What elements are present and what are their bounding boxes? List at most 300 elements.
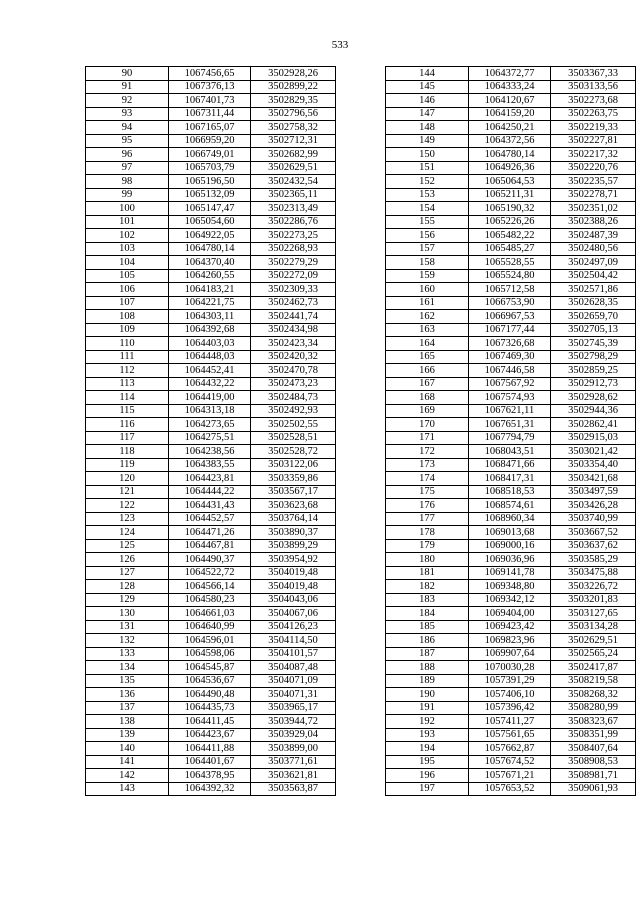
y-coordinate-cell: 3502480,56 <box>551 242 636 256</box>
point-number-cell: 142 <box>86 769 169 783</box>
y-coordinate-cell: 3502862,41 <box>551 418 636 432</box>
x-coordinate-cell: 1065132,09 <box>169 188 251 202</box>
x-coordinate-cell: 1064452,41 <box>169 364 251 378</box>
point-number-cell: 112 <box>86 364 169 378</box>
table-row <box>86 499 336 513</box>
y-coordinate-cell: 3502309,33 <box>251 283 336 297</box>
point-number-cell: 154 <box>386 202 469 216</box>
x-coordinate-cell: 1067401,73 <box>169 94 251 108</box>
table-row <box>386 269 636 283</box>
x-coordinate-cell: 1068043,51 <box>469 445 551 459</box>
x-coordinate-cell: 1064419,00 <box>169 391 251 405</box>
y-coordinate-cell: 3502217,32 <box>551 148 636 162</box>
y-coordinate-cell: 3502859,25 <box>551 364 636 378</box>
point-number-cell: 152 <box>386 175 469 189</box>
table-row <box>86 377 336 391</box>
point-number-cell: 130 <box>86 607 169 621</box>
table-row <box>386 418 636 432</box>
point-number-cell: 99 <box>86 188 169 202</box>
point-number-cell: 121 <box>86 485 169 499</box>
y-coordinate-cell: 3508268,32 <box>551 688 636 702</box>
x-coordinate-cell: 1064313,18 <box>169 404 251 418</box>
y-coordinate-cell: 3502798,29 <box>551 350 636 364</box>
x-coordinate-cell: 1069423,42 <box>469 620 551 634</box>
table-row <box>386 782 636 796</box>
x-coordinate-cell: 1064471,26 <box>169 526 251 540</box>
x-coordinate-cell: 1057671,21 <box>469 769 551 783</box>
y-coordinate-cell: 3502758,32 <box>251 121 336 135</box>
x-coordinate-cell: 1064490,37 <box>169 553 251 567</box>
point-number-cell: 156 <box>386 229 469 243</box>
table-row <box>86 161 336 175</box>
x-coordinate-cell: 1064120,67 <box>469 94 551 108</box>
y-coordinate-cell: 3508280,99 <box>551 701 636 715</box>
point-number-cell: 171 <box>386 431 469 445</box>
x-coordinate-cell: 1064378,95 <box>169 769 251 783</box>
y-coordinate-cell: 3503740,99 <box>551 512 636 526</box>
table-row <box>86 512 336 526</box>
table-row <box>386 607 636 621</box>
y-coordinate-cell: 3502273,25 <box>251 229 336 243</box>
point-number-cell: 109 <box>86 323 169 337</box>
table-row <box>386 553 636 567</box>
x-coordinate-cell: 1067794,79 <box>469 431 551 445</box>
x-coordinate-cell: 1064411,45 <box>169 715 251 729</box>
table-row <box>386 647 636 661</box>
x-coordinate-cell: 1064401,67 <box>169 755 251 769</box>
y-coordinate-cell: 3504019,48 <box>251 580 336 594</box>
point-number-cell: 101 <box>86 215 169 229</box>
table-row <box>86 553 336 567</box>
y-coordinate-cell: 3508908,53 <box>551 755 636 769</box>
table-row <box>86 229 336 243</box>
table-row <box>386 499 636 513</box>
y-coordinate-cell: 3509061,93 <box>551 782 636 796</box>
y-coordinate-cell: 3502441,74 <box>251 310 336 324</box>
y-coordinate-cell: 3504019,48 <box>251 566 336 580</box>
point-number-cell: 143 <box>86 782 169 796</box>
table-row <box>86 134 336 148</box>
y-coordinate-cell: 3502220,76 <box>551 161 636 175</box>
point-number-cell: 97 <box>86 161 169 175</box>
y-coordinate-cell: 3503426,28 <box>551 499 636 513</box>
x-coordinate-cell: 1066749,01 <box>169 148 251 162</box>
x-coordinate-cell: 1066753,90 <box>469 296 551 310</box>
y-coordinate-cell: 3508981,71 <box>551 769 636 783</box>
table-row <box>86 296 336 310</box>
table-row <box>86 283 336 297</box>
x-coordinate-cell: 1069348,80 <box>469 580 551 594</box>
point-number-cell: 127 <box>86 566 169 580</box>
point-number-cell: 117 <box>86 431 169 445</box>
x-coordinate-cell: 1064545,87 <box>169 661 251 675</box>
y-coordinate-cell: 3503899,00 <box>251 742 336 756</box>
point-number-cell: 155 <box>386 215 469 229</box>
x-coordinate-cell: 1069823,96 <box>469 634 551 648</box>
point-number-cell: 173 <box>386 458 469 472</box>
y-coordinate-cell: 3508219,58 <box>551 674 636 688</box>
y-coordinate-cell: 3502912,73 <box>551 377 636 391</box>
table-row <box>386 94 636 108</box>
point-number-cell: 168 <box>386 391 469 405</box>
y-coordinate-cell: 3502528,72 <box>251 445 336 459</box>
table-row <box>86 67 336 81</box>
table-row <box>386 202 636 216</box>
point-number-cell: 137 <box>86 701 169 715</box>
point-number-cell: 196 <box>386 769 469 783</box>
x-coordinate-cell: 1069013,68 <box>469 526 551 540</box>
table-row <box>86 188 336 202</box>
y-coordinate-cell: 3504114,50 <box>251 634 336 648</box>
y-coordinate-cell: 3502484,73 <box>251 391 336 405</box>
y-coordinate-cell: 3502263,75 <box>551 107 636 121</box>
point-number-cell: 94 <box>86 121 169 135</box>
table-row <box>386 593 636 607</box>
x-coordinate-cell: 1064423,67 <box>169 728 251 742</box>
table-row <box>386 472 636 486</box>
y-coordinate-cell: 3503623,68 <box>251 499 336 513</box>
table-row <box>386 296 636 310</box>
y-coordinate-cell: 3508323,67 <box>551 715 636 729</box>
table-row <box>86 175 336 189</box>
x-coordinate-cell: 1068574,61 <box>469 499 551 513</box>
point-number-cell: 160 <box>386 283 469 297</box>
x-coordinate-cell: 1064411,88 <box>169 742 251 756</box>
y-coordinate-cell: 3503585,29 <box>551 553 636 567</box>
table-row <box>86 121 336 135</box>
y-coordinate-cell: 3503127,65 <box>551 607 636 621</box>
point-number-cell: 125 <box>86 539 169 553</box>
x-coordinate-cell: 1065211,31 <box>469 188 551 202</box>
point-number-cell: 131 <box>86 620 169 634</box>
point-number-cell: 145 <box>386 80 469 94</box>
y-coordinate-cell: 3502915,03 <box>551 431 636 445</box>
point-number-cell: 159 <box>386 269 469 283</box>
x-coordinate-cell: 1065064,53 <box>469 175 551 189</box>
point-number-cell: 183 <box>386 593 469 607</box>
point-number-cell: 116 <box>86 418 169 432</box>
point-number-cell: 194 <box>386 742 469 756</box>
y-coordinate-cell: 3503367,33 <box>551 67 636 81</box>
point-number-cell: 95 <box>86 134 169 148</box>
table-row <box>86 607 336 621</box>
point-number-cell: 192 <box>386 715 469 729</box>
table-row <box>386 755 636 769</box>
x-coordinate-cell: 1064566,14 <box>169 580 251 594</box>
point-number-cell: 148 <box>386 121 469 135</box>
y-coordinate-cell: 3502659,70 <box>551 310 636 324</box>
point-number-cell: 123 <box>86 512 169 526</box>
y-coordinate-cell: 3502235,57 <box>551 175 636 189</box>
table-row <box>386 580 636 594</box>
point-number-cell: 195 <box>386 755 469 769</box>
point-number-cell: 169 <box>386 404 469 418</box>
y-coordinate-cell: 3502745,39 <box>551 337 636 351</box>
x-coordinate-cell: 1068518,53 <box>469 485 551 499</box>
point-number-cell: 164 <box>386 337 469 351</box>
y-coordinate-cell: 3503929,04 <box>251 728 336 742</box>
table-row <box>386 188 636 202</box>
table-row <box>86 242 336 256</box>
y-coordinate-cell: 3502829,35 <box>251 94 336 108</box>
x-coordinate-cell: 1065528,55 <box>469 256 551 270</box>
x-coordinate-cell: 1069000,16 <box>469 539 551 553</box>
point-number-cell: 186 <box>386 634 469 648</box>
x-coordinate-cell: 1064159,20 <box>469 107 551 121</box>
point-number-cell: 104 <box>86 256 169 270</box>
point-number-cell: 180 <box>386 553 469 567</box>
point-number-cell: 114 <box>86 391 169 405</box>
x-coordinate-cell: 1064922,05 <box>169 229 251 243</box>
y-coordinate-cell: 3504126,23 <box>251 620 336 634</box>
x-coordinate-cell: 1064303,11 <box>169 310 251 324</box>
table-row <box>386 350 636 364</box>
x-coordinate-cell: 1064221,75 <box>169 296 251 310</box>
y-coordinate-cell: 3502502,55 <box>251 418 336 432</box>
point-number-cell: 128 <box>86 580 169 594</box>
x-coordinate-cell: 1064275,51 <box>169 431 251 445</box>
x-coordinate-cell: 1064238,56 <box>169 445 251 459</box>
point-number-cell: 149 <box>386 134 469 148</box>
table-row <box>386 769 636 783</box>
y-coordinate-cell: 3502565,24 <box>551 647 636 661</box>
table-row <box>86 80 336 94</box>
y-coordinate-cell: 3502705,13 <box>551 323 636 337</box>
table-row <box>386 377 636 391</box>
table-row <box>86 661 336 675</box>
x-coordinate-cell: 1057561,65 <box>469 728 551 742</box>
x-coordinate-cell: 1068417,31 <box>469 472 551 486</box>
y-coordinate-cell: 3502487,39 <box>551 229 636 243</box>
y-coordinate-cell: 3502712,31 <box>251 134 336 148</box>
table-row <box>386 728 636 742</box>
point-number-cell: 157 <box>386 242 469 256</box>
table-row <box>86 755 336 769</box>
point-number-cell: 102 <box>86 229 169 243</box>
x-coordinate-cell: 1064596,01 <box>169 634 251 648</box>
y-coordinate-cell: 3502899,22 <box>251 80 336 94</box>
x-coordinate-cell: 1067651,31 <box>469 418 551 432</box>
y-coordinate-cell: 3503133,56 <box>551 80 636 94</box>
y-coordinate-cell: 3502388,26 <box>551 215 636 229</box>
table-row <box>386 283 636 297</box>
point-number-cell: 105 <box>86 269 169 283</box>
x-coordinate-cell: 1064260,55 <box>169 269 251 283</box>
point-number-cell: 91 <box>86 80 169 94</box>
point-number-cell: 150 <box>386 148 469 162</box>
y-coordinate-cell: 3503890,37 <box>251 526 336 540</box>
point-number-cell: 122 <box>86 499 169 513</box>
y-coordinate-cell: 3502473,23 <box>251 377 336 391</box>
x-coordinate-cell: 1057411,27 <box>469 715 551 729</box>
table-row <box>386 215 636 229</box>
y-coordinate-cell: 3503475,88 <box>551 566 636 580</box>
point-number-cell: 189 <box>386 674 469 688</box>
table-row <box>386 256 636 270</box>
table-row <box>386 526 636 540</box>
x-coordinate-cell: 1065712,58 <box>469 283 551 297</box>
point-number-cell: 135 <box>86 674 169 688</box>
y-coordinate-cell: 3503764,14 <box>251 512 336 526</box>
coordinates-table-right <box>385 66 636 796</box>
x-coordinate-cell: 1057396,42 <box>469 701 551 715</box>
point-number-cell: 151 <box>386 161 469 175</box>
point-number-cell: 197 <box>386 782 469 796</box>
table-row <box>86 148 336 162</box>
point-number-cell: 146 <box>386 94 469 108</box>
y-coordinate-cell: 3503021,42 <box>551 445 636 459</box>
point-number-cell: 163 <box>386 323 469 337</box>
table-row <box>86 310 336 324</box>
x-coordinate-cell: 1067469,30 <box>469 350 551 364</box>
table-row <box>86 539 336 553</box>
point-number-cell: 103 <box>86 242 169 256</box>
table-row <box>86 337 336 351</box>
point-number-cell: 138 <box>86 715 169 729</box>
y-coordinate-cell: 3502313,49 <box>251 202 336 216</box>
table-row <box>86 364 336 378</box>
point-number-cell: 167 <box>386 377 469 391</box>
x-coordinate-cell: 1069141,78 <box>469 566 551 580</box>
y-coordinate-cell: 3504101,57 <box>251 647 336 661</box>
table-row <box>86 715 336 729</box>
table-row <box>386 634 636 648</box>
x-coordinate-cell: 1065703,79 <box>169 161 251 175</box>
table-row <box>86 458 336 472</box>
point-number-cell: 170 <box>386 418 469 432</box>
x-coordinate-cell: 1065485,27 <box>469 242 551 256</box>
x-coordinate-cell: 1067621,11 <box>469 404 551 418</box>
y-coordinate-cell: 3502944,36 <box>551 404 636 418</box>
x-coordinate-cell: 1064536,67 <box>169 674 251 688</box>
table-row <box>386 661 636 675</box>
table-row <box>386 229 636 243</box>
y-coordinate-cell: 3508351,99 <box>551 728 636 742</box>
x-coordinate-cell: 1067165,07 <box>169 121 251 135</box>
table-row <box>386 121 636 135</box>
x-coordinate-cell: 1064403,03 <box>169 337 251 351</box>
table-row <box>86 526 336 540</box>
x-coordinate-cell: 1066959,20 <box>169 134 251 148</box>
x-coordinate-cell: 1064431,43 <box>169 499 251 513</box>
table-row <box>386 337 636 351</box>
y-coordinate-cell: 3502278,71 <box>551 188 636 202</box>
y-coordinate-cell: 3502629,51 <box>551 634 636 648</box>
table-row <box>86 350 336 364</box>
y-coordinate-cell: 3503359,86 <box>251 472 336 486</box>
table-row <box>86 269 336 283</box>
x-coordinate-cell: 1064372,77 <box>469 67 551 81</box>
x-coordinate-cell: 1065524,80 <box>469 269 551 283</box>
point-number-cell: 162 <box>386 310 469 324</box>
point-number-cell: 188 <box>386 661 469 675</box>
y-coordinate-cell: 3503954,92 <box>251 553 336 567</box>
y-coordinate-cell: 3503567,17 <box>251 485 336 499</box>
table-row <box>86 107 336 121</box>
table-row <box>86 593 336 607</box>
x-coordinate-cell: 1065190,32 <box>469 202 551 216</box>
point-number-cell: 92 <box>86 94 169 108</box>
point-number-cell: 100 <box>86 202 169 216</box>
y-coordinate-cell: 3503563,87 <box>251 782 336 796</box>
y-coordinate-cell: 3503122,06 <box>251 458 336 472</box>
x-coordinate-cell: 1069907,64 <box>469 647 551 661</box>
point-number-cell: 153 <box>386 188 469 202</box>
point-number-cell: 176 <box>386 499 469 513</box>
x-coordinate-cell: 1064333,24 <box>469 80 551 94</box>
table-row <box>386 175 636 189</box>
point-number-cell: 106 <box>86 283 169 297</box>
table-row <box>86 728 336 742</box>
x-coordinate-cell: 1068471,66 <box>469 458 551 472</box>
table-row <box>386 701 636 715</box>
table-row <box>386 242 636 256</box>
point-number-cell: 108 <box>86 310 169 324</box>
y-coordinate-cell: 3502528,51 <box>251 431 336 445</box>
point-number-cell: 185 <box>386 620 469 634</box>
y-coordinate-cell: 3502273,68 <box>551 94 636 108</box>
point-number-cell: 134 <box>86 661 169 675</box>
x-coordinate-cell: 1067311,44 <box>169 107 251 121</box>
point-number-cell: 113 <box>86 377 169 391</box>
y-coordinate-cell: 3504087,48 <box>251 661 336 675</box>
point-number-cell: 181 <box>386 566 469 580</box>
x-coordinate-cell: 1057674,52 <box>469 755 551 769</box>
x-coordinate-cell: 1064423,81 <box>169 472 251 486</box>
table-row <box>386 404 636 418</box>
table-row <box>386 364 636 378</box>
point-number-cell: 119 <box>86 458 169 472</box>
table-row <box>386 688 636 702</box>
point-number-cell: 139 <box>86 728 169 742</box>
x-coordinate-cell: 1065196,50 <box>169 175 251 189</box>
table-row <box>86 202 336 216</box>
x-coordinate-cell: 1064435,73 <box>169 701 251 715</box>
point-number-cell: 165 <box>386 350 469 364</box>
y-coordinate-cell: 3502279,29 <box>251 256 336 270</box>
x-coordinate-cell: 1064372,56 <box>469 134 551 148</box>
table-row <box>386 458 636 472</box>
table-row <box>86 485 336 499</box>
table-row <box>386 310 636 324</box>
y-coordinate-cell: 3503771,61 <box>251 755 336 769</box>
x-coordinate-cell: 1067376,13 <box>169 80 251 94</box>
y-coordinate-cell: 3504067,06 <box>251 607 336 621</box>
page-number: 533 <box>331 39 349 51</box>
table-row <box>386 323 636 337</box>
table-row <box>386 134 636 148</box>
x-coordinate-cell: 1064640,99 <box>169 620 251 634</box>
table-row <box>386 512 636 526</box>
y-coordinate-cell: 3502571,86 <box>551 283 636 297</box>
x-coordinate-cell: 1069342,12 <box>469 593 551 607</box>
point-number-cell: 178 <box>386 526 469 540</box>
x-coordinate-cell: 1065054,60 <box>169 215 251 229</box>
x-coordinate-cell: 1067177,44 <box>469 323 551 337</box>
y-coordinate-cell: 3502928,62 <box>551 391 636 405</box>
table-row <box>86 323 336 337</box>
x-coordinate-cell: 1064432,22 <box>169 377 251 391</box>
table-row <box>86 391 336 405</box>
table-row <box>386 715 636 729</box>
x-coordinate-cell: 1064383,55 <box>169 458 251 472</box>
x-coordinate-cell: 1064580,23 <box>169 593 251 607</box>
x-coordinate-cell: 1067567,92 <box>469 377 551 391</box>
x-coordinate-cell: 1057406,10 <box>469 688 551 702</box>
y-coordinate-cell: 3503226,72 <box>551 580 636 594</box>
table-row <box>386 161 636 175</box>
table-row <box>386 148 636 162</box>
